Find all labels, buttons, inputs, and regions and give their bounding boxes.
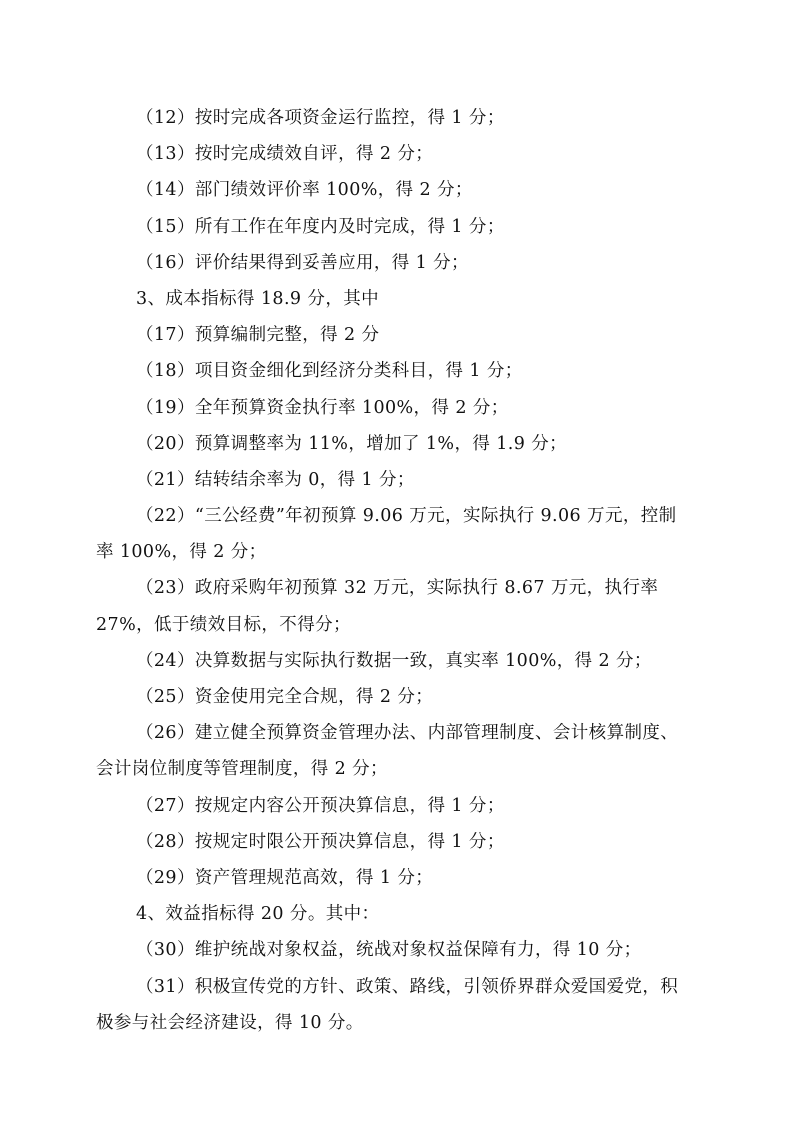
- item-19: （19）全年预算资金执行率 100%，得 2 分；: [136, 397, 509, 418]
- item-26-line-2: 会计岗位制度等管理制度，得 2 分；: [96, 759, 388, 780]
- item-14: （14）部门绩效评价率 100%，得 2 分；: [136, 180, 473, 201]
- item-17: （17）预算编制完整，得 2 分: [136, 325, 380, 346]
- item-29: （29）资产管理规范高效，得 1 分；: [136, 867, 434, 888]
- item-22-line-2: 率 100%，得 2 分；: [96, 542, 267, 563]
- item-28: （28）按规定时限公开预决算信息，得 1 分；: [136, 831, 505, 852]
- item-22-line-1: （22）“三公经费”年初预算 9.06 万元，实际执行 9.06 万元，控制: [136, 506, 677, 527]
- item-24: （24）决算数据与实际执行数据一致，真实率 100%，得 2 分；: [136, 650, 652, 671]
- item-30: （30）维护统战对象权益，统战对象权益保障有力，得 10 分；: [136, 940, 642, 961]
- item-18: （18）项目资金细化到经济分类科目，得 1 分；: [136, 361, 523, 382]
- item-23-line-1: （23）政府采购年初预算 32 万元，实际执行 8.67 万元，执行率: [136, 578, 659, 599]
- item-12: （12）按时完成各项资金运行监控，得 1 分；: [136, 108, 505, 128]
- item-23-line-2: 27%，低于绩效目标，不得分；: [96, 614, 351, 635]
- item-20: （20）预算调整率为 11%，增加了 1%，得 1.9 分；: [136, 433, 568, 454]
- item-27: （27）按规定内容公开预决算信息，得 1 分；: [136, 795, 505, 816]
- item-25: （25）资金使用完全合规，得 2 分；: [136, 687, 434, 707]
- item-31-line-2: 极参与社会经济建设，得 10 分。: [96, 1012, 364, 1033]
- section-benefit-indicators: 4、效益指标得 20 分。其中：: [136, 904, 380, 925]
- item-31-line-1: （31）积极宣传党的方针、政策、路线，引领侨界群众爱国爱党，积: [136, 976, 679, 997]
- document-body: [0, 100, 793, 1041]
- item-13: （13）按时完成绩效自评，得 2 分；: [136, 144, 434, 165]
- section-cost-indicators: 3、成本指标得 18.9 分，其中: [136, 288, 380, 309]
- item-21: （21）结转结余率为 0，得 1 分；: [136, 469, 415, 490]
- item-16: （16）评价结果得到妥善应用，得 1 分；: [136, 252, 469, 273]
- item-26-line-1: （26）建立健全预算资金管理办法、内部管理制度、会计核算制度、: [136, 723, 679, 744]
- item-15: （15）所有工作在年度内及时完成，得 1 分；: [136, 216, 505, 237]
